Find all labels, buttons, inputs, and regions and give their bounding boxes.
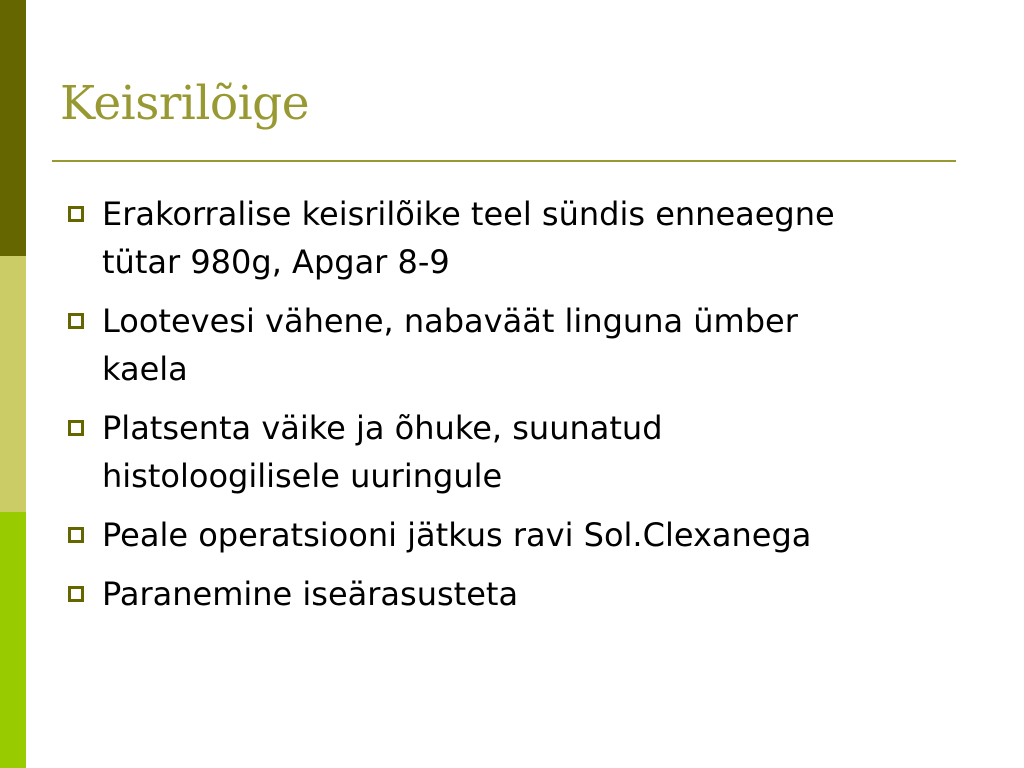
square-bullet-icon (68, 527, 84, 543)
list-item (66, 404, 846, 500)
list-item (66, 297, 846, 393)
list-item (66, 190, 846, 286)
square-bullet-icon (68, 586, 84, 602)
bullet-text: Erakorralise keisrilõike teel sündis enneaegne tütar 980g, Apgar 8-9 (102, 195, 835, 281)
sidebar-band-bottom (0, 512, 26, 768)
sidebar-band-top (0, 0, 26, 256)
title-divider (52, 160, 956, 162)
bullet-text: Lootevesi vähene, nabaväät linguna ümber kaela (102, 302, 798, 388)
square-bullet-icon (68, 206, 84, 222)
sidebar-band-middle (0, 256, 26, 512)
bullet-text: Platsenta väike ja õhuke, suunatud histoloogilisele uuringule (102, 409, 663, 495)
square-bullet-icon (68, 313, 84, 329)
list-item (66, 511, 846, 559)
slide-title: Keisrilõige (60, 76, 310, 131)
list-item (66, 570, 846, 618)
bullet-list (66, 190, 846, 629)
bullet-text: Paranemine iseärasusteta (102, 575, 519, 613)
square-bullet-icon (68, 420, 84, 436)
bullet-text: Peale operatsiooni jätkus ravi Sol.Clexanega (102, 516, 812, 554)
